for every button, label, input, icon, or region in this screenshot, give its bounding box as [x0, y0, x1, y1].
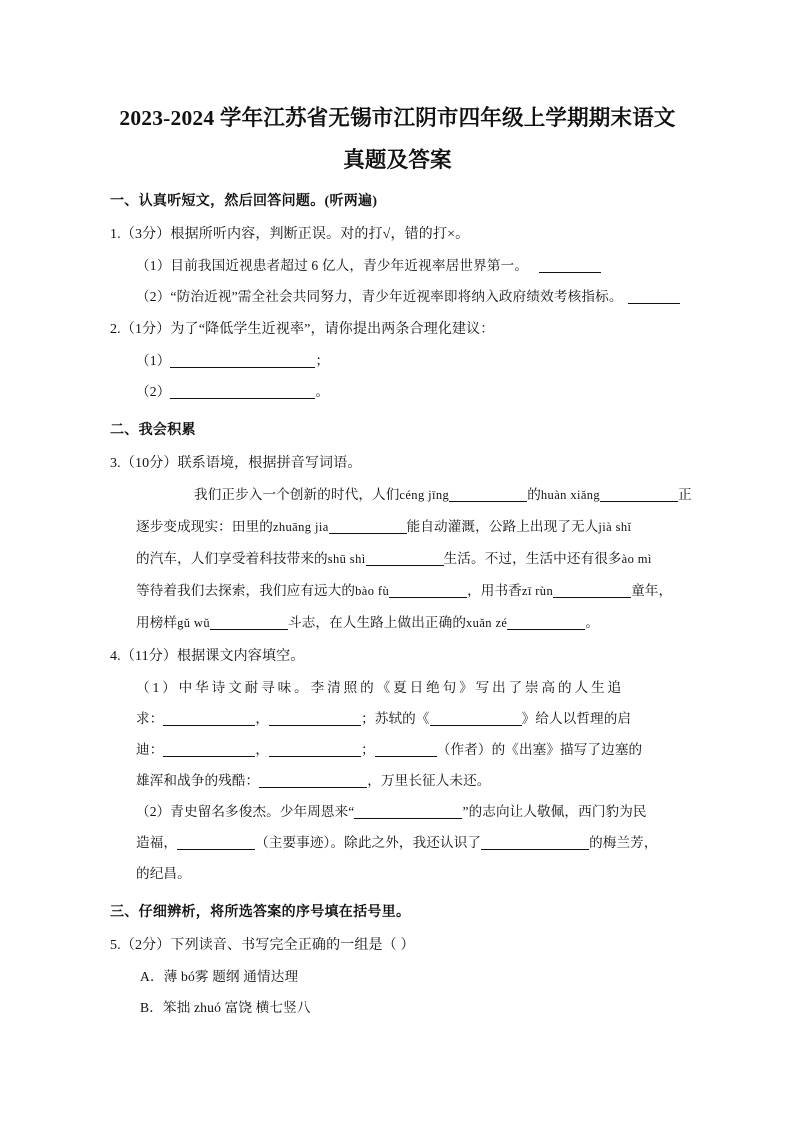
page-title-line2: 真题及答案	[343, 148, 452, 172]
passage-text: 斗志，在人生路上做出正确的	[288, 615, 467, 630]
question-2-item-2-label: （2）	[136, 384, 171, 399]
passage-text: 的梅兰芳，	[589, 835, 658, 850]
passage-text: 造福，	[136, 835, 178, 850]
passage-line	[110, 575, 685, 607]
question-2-item-1	[110, 345, 685, 376]
passage-text: ”的志向让人敬佩，西门豹为民	[462, 804, 647, 819]
passage-text: ；苏轼的《	[361, 711, 430, 726]
question-2-number: 2.	[110, 322, 121, 337]
passage-text: （1）中华诗文耐寻味。李清照的《夏日绝句》写出了崇高的人生追	[136, 680, 625, 695]
passage-text: 用榜样	[136, 615, 178, 630]
answer-blank[interactable]	[449, 488, 527, 502]
answer-blank[interactable]	[269, 712, 361, 726]
passage-text: 童年，	[631, 583, 673, 598]
question-1-item-2-text: （2）“防治近视”需全社会共同努力，青少年近视率即将纳入政府绩效考核指标。	[136, 289, 623, 304]
answer-blank[interactable]	[507, 616, 585, 630]
answer-blank[interactable]	[375, 743, 437, 757]
page-title-line1: 2023-2024 学年江苏省无锡市江阴市四年级上学期期末语文	[119, 106, 676, 130]
passage-text: 逐步变成现实：田里的	[136, 519, 273, 534]
pinyin-hint: shū shì	[327, 552, 366, 566]
passage-text: 能自动灌溉，公路上出现了无人	[406, 519, 599, 534]
pinyin-hint: bào fù	[355, 584, 390, 598]
question-4-number: 4.	[110, 649, 121, 664]
passage-text: 迪：	[136, 742, 164, 757]
question-5-option-b[interactable]: B．笨拙 zhuó 富饶 横七竖八	[140, 1000, 311, 1015]
answer-blank[interactable]	[430, 712, 522, 726]
answer-blank[interactable]	[170, 385, 315, 399]
passage-text: ，用书香	[467, 583, 522, 598]
passage-text: 》给人以哲理的启	[521, 711, 632, 726]
answer-blank[interactable]	[553, 584, 631, 598]
pinyin-hint: zī rùn	[521, 584, 554, 598]
question-5-text: 下列读音、书写完全正确的一组是（ ）	[170, 938, 415, 953]
question-2-text: 为了“降低学生近视率”，请你提出两条合理化建议：	[170, 322, 495, 337]
question-4-points: （11分）	[120, 649, 178, 664]
question-4-passage	[110, 672, 685, 889]
question-1-text: 根据所听内容，判断正误。对的打√，错的打×。	[170, 227, 470, 242]
answer-blank[interactable]	[600, 488, 678, 502]
passage-text: 求：	[136, 711, 164, 726]
question-3-stem	[110, 448, 685, 479]
passage-text: 的汽车，人们享受着科技带来的	[136, 551, 328, 566]
question-1-item-2	[110, 281, 685, 312]
question-5-option-a[interactable]: A．薄 bó雾 题纲 通情达理	[140, 969, 299, 984]
passage-text: 我们正步入一个创新的时代，人们	[194, 487, 400, 502]
passage-text: 的	[527, 487, 541, 502]
question-2-item-1-label: （1）	[136, 353, 171, 368]
question-3-number: 3.	[110, 456, 121, 471]
passage-text: 的纪昌。	[136, 866, 191, 881]
question-1-item-1	[110, 250, 685, 281]
answer-blank[interactable]	[163, 743, 255, 757]
passage-text: 雄浑和战争的残酷：	[136, 773, 260, 788]
answer-blank[interactable]	[269, 743, 361, 757]
answer-blank[interactable]	[170, 354, 315, 368]
passage-text: 等待着我们去探索，我们应有远大的	[136, 583, 356, 598]
passage-text: ，万里长征人未还。	[367, 773, 491, 788]
passage-text: 。	[585, 615, 600, 630]
answer-blank[interactable]	[329, 520, 407, 534]
question-2-item-2	[110, 376, 685, 407]
answer-blank[interactable]	[366, 552, 444, 566]
passage-text: 正	[678, 487, 692, 502]
passage-line	[110, 703, 685, 734]
passage-line	[110, 734, 685, 765]
section-heading-1: 一、认真听短文，然后回答问题。(听两遍)	[110, 194, 378, 209]
pinyin-hint: gǔ wǔ	[177, 616, 210, 630]
passage-line	[110, 796, 685, 827]
passage-line	[110, 765, 685, 796]
passage-line	[110, 543, 685, 575]
passage-text: ，	[255, 711, 270, 726]
section-heading-3: 三、仔细辨析，将所选答案的序号填在括号里。	[110, 905, 411, 920]
passage-line	[110, 511, 685, 543]
answer-blank[interactable]	[628, 290, 680, 304]
pinyin-hint: jià shǐ	[598, 520, 632, 534]
passage-line	[110, 858, 685, 889]
answer-blank[interactable]	[481, 836, 589, 850]
answer-blank[interactable]	[539, 259, 601, 273]
question-1-stem	[110, 219, 685, 250]
question-4-text: 根据课文内容填空。	[177, 649, 305, 664]
answer-blank[interactable]	[389, 584, 467, 598]
passage-text: ；	[361, 742, 375, 757]
answer-blank[interactable]	[259, 774, 367, 788]
answer-blank[interactable]	[177, 836, 255, 850]
question-5-points: （2分）	[120, 938, 171, 953]
passage-text: 生活。不过，生活中还有很多	[443, 551, 622, 566]
pinyin-hint: xuǎn zé	[466, 616, 508, 630]
pinyin-hint: ào mì	[621, 552, 652, 566]
question-3-text: 联系语境，根据拼音写词语。	[177, 456, 362, 471]
passage-text: ，	[255, 742, 270, 757]
question-4-stem	[110, 641, 685, 672]
answer-blank[interactable]	[163, 712, 255, 726]
pinyin-hint: zhuāng jia	[272, 520, 329, 534]
passage-line	[110, 827, 685, 858]
answer-blank[interactable]	[354, 805, 462, 819]
question-5-number: 5.	[110, 938, 121, 953]
passage-text: （作者）的《出塞》描写了边塞的	[436, 742, 643, 757]
question-5-stem	[110, 930, 685, 961]
section-heading-2: 二、我会积累	[110, 423, 196, 438]
question-2-stem	[110, 314, 685, 345]
passage-line	[110, 672, 685, 703]
question-1-item-1-text: （1）目前我国近视患者超过 6 亿人，青少年近视率居世界第一。	[136, 258, 529, 273]
passage-text: （2）青史留名多俊杰。少年周恩来“	[136, 804, 355, 819]
passage-text: （主要事迹）。除此之外，我还认识了	[255, 835, 482, 850]
question-1-points: （3分）	[120, 227, 171, 242]
question-3-passage	[110, 479, 692, 639]
question-2-points: （1分）	[120, 322, 171, 337]
question-1-number: 1.	[110, 227, 121, 242]
question-2-item-1-tail: ；	[315, 353, 330, 368]
question-2-item-2-tail: 。	[315, 384, 330, 399]
pinyin-hint: huàn xiǎng	[540, 488, 601, 502]
pinyin-hint: céng jīng	[399, 488, 450, 502]
passage-line	[110, 607, 685, 639]
question-3-points: （10分）	[120, 456, 178, 471]
passage-line	[110, 479, 692, 511]
answer-blank[interactable]	[210, 616, 288, 630]
